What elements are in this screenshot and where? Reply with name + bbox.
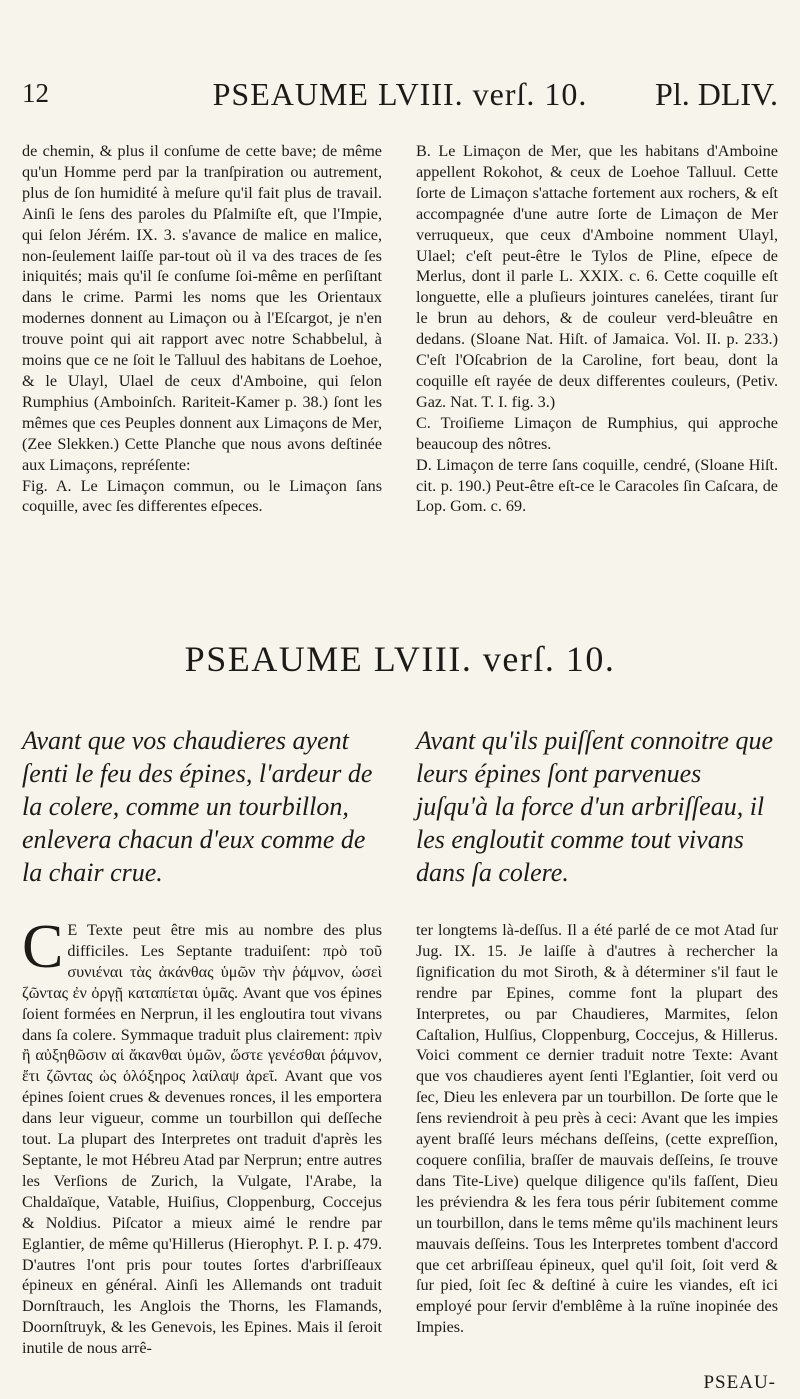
verse-translation-left: Avant que vos chaudieres ayent ſenti le feu des épines, l'ardeur de la colere, comme un tourbillon, enlevera chacun d'eux comme de la chair crue.: [22, 726, 373, 887]
figure-a-caption: Fig. A. Le Limaçon commun, ou le Limaçon ſans coquille, avec ſes differentes eſpeces.: [22, 476, 382, 516]
plate-number: Pl. DLIV.: [655, 76, 778, 112]
top-right-column: [416, 141, 778, 517]
page-number: 12: [22, 78, 49, 108]
commentary-right-column: [416, 920, 778, 1338]
figure-b-caption: B. Le Limaçon de Mer, que les habitans d'Amboine appellent Rokohot, & ceux de Loehoe Talluul. Cette ſorte de Limaçon s'attache fortement aux rochers, & eſt accompagnée d'une autre ſorte de Limaçon de Mer verruqueux, que ceux d'Amboine nomment Ulayl, Ulael; c'eſt peut-être le Tylos de Pline, eſpece de Merlus, dont il parle L. XXIX. c. 6. Cette coquille eſt longuette, elle a pluſieurs jointures canelées, tirant ſur le brun au dehors, & de couleur verd-bleuâtre en dedans. (Sloane Nat. Hiſt. of Jamaica. Vol. II. p. 233.) C'eſt l'Oſcabrion de la Caroline, fort beau, dont la coquille eſt rayée de deux differentes couleurs, (Petiv. Gaz. Nat. T. I. fig. 3.): [416, 142, 778, 411]
commentary-left-column: [22, 913, 382, 1359]
top-left-column: [22, 141, 382, 517]
commentary-text-left: E Texte peut être mis au nombre des plus difficiles. Les Septante traduiſent: πρὸ τοῦ συνιέναι τὰς ἀκάνθας ὑμῶν τὴν ῥάμνον, ὡσεὶ ζῶντας ἐν ὀργῇ καταπίεται ὑμᾶς. Avant que vos épines ſoient formées en Nerprun, il les engloutira tout vivans dans ſa colere. Symmaque traduit plus clairement: πρὶν ἢ αὐξηθῶσιν αἱ ἄκανθαι ὑμῶν, ὥστε γενέσθαι ῥάμνον, ἔτι ζῶντας ὡς ὁλόξηρος λαίλαψ ἀρεῖ. Avant que vos épines ſoient crues & devenues ronces, il les emportera dans leur vigueur, comme un tourbillon qui deſſeche tout. La plupart des Interpretes ont traduit d'après les Septante, le mot Hébreu Atad par Nerprun; entre autres les Verſions de Zurich, la Vulgate, l'Arabe, la Chaldaïque, Vatable, Huiſius, Cloppenburg, Coccejus & Noldius. Piſcator a mieux aimé le rendre par Eglantier, de même qu'Hillerus (Hierophyt. P. I. p. 479. D'autres l'ont pris pour toutes ſortes d'arbriſſeaux épineux en général. Ainſi les Allemands ont traduit Dornſtrauch, les Anglois the Thorns, les Flamands, Doornſtruyk, & les Genevois, les Epines. Mais il ſeroit inutile de nous arrê-: [22, 921, 382, 1358]
figure-c-caption: C. Troiſieme Limaçon de Rumphius, qui approche beaucoup des nôtres.: [416, 413, 778, 453]
running-header: [22, 76, 778, 116]
drop-cap: C: [22, 913, 64, 981]
intro-paragraph: de chemin, & plus il conſume de cette bave; de même qu'un Homme perd par la tranſpiration ou autrement, plus de ſon humidité à meſure qu'il fait plus de travail. Ainſi le ſens des paroles du Pſalmiſte eſt, que l'Impie, qui ſelon Jérém. IX. 3. s'avance de malice en malice, non-ſeulement laiſſe par-tout où il va des traces de ſes iniquités; mais qu'il ſe conſume ſoi-même en perſiſtant dans le crime. Parmi les noms que les Orientaux modernes donnent au Limaçon ou à l'Eſcargot, je n'en trouve point qui ait rapport avec notre Schabbelul, à moins que ce ne ſoit le Talluul des habitans de Loehoe, & le Ulayl, Ulael de ceux d'Amboine, qui ſelon Rumphius (Amboinſch. Rariteit-Kamer p. 38.) ſont les mêmes que ces Peuples donnent aux Limaçons de Mer, (Zee Slekken.) Cette Planche que nous avons deſtinée aux Limaçons, repréſente:: [22, 142, 382, 474]
running-title: PSEAUME LVIII. verſ. 10.: [212, 76, 588, 112]
verse-translation-right: Avant qu'ils puiſſent connoitre que leurs épines ſont parvenues juſqu'à la force d'un arbriſſeau, il les engloutit comme tout vivans dans ſa colere.: [416, 726, 773, 887]
section-heading: PSEAUME LVIII. verſ. 10.: [184, 639, 616, 679]
commentary-text-right: ter longtems là-deſſus. Il a été parlé de ce mot Atad ſur Jug. IX. 15. Je laiſſe à d'autres à rechercher la ſignification du mot Siroth, & à déterminer s'il faut le rendre par Epines, comme font la plupart des Interpretes, ou par Chaudieres, Marmites, ſelon Caſtalion, Hulſius, Cloppenburg, Coccejus, & Hillerus. Voici comment ce dernier traduit notre Texte: Avant que vos chaudieres ayent ſenti l'Eglantier, ſoit verd ou ſec, Dieu les enlevera par un tourbillon. De ſorte que le ſens reviendroit à peu près à ceci: Avant que les impies ayent braſſé leurs méchans deſſeins, (cette expreſſion, coquere conſilia, braſſer de mauvais deſſeins, ſe trouve dans Tite-Live) quelque diligence qu'ils faſſent, Dieu les préviendra & les fera tous périr ſubitement comme un tourbillon, dans le tems même qu'ils machinent leurs mauvais deſſeins. Tous les Interpretes tombent d'accord que cet arbriſſeau épineux, quel qu'il ſoit, ſoit verd & ſur pied, ſoit ſec & deſtiné à cuire les viandes, eſt ici employé pour ſervir d'emblême à la ruïne inopinée des Impies.: [416, 921, 778, 1337]
catchword: PSEAU-: [703, 1372, 776, 1393]
figure-d-caption: D. Limaçon de terre ſans coquille, cendré, (Sloane Hiſt. cit. p. 190.) Peut-être eſt-ce le Caracoles ſin Caſcara, de Lop. Gom. c. 69.: [416, 455, 778, 516]
